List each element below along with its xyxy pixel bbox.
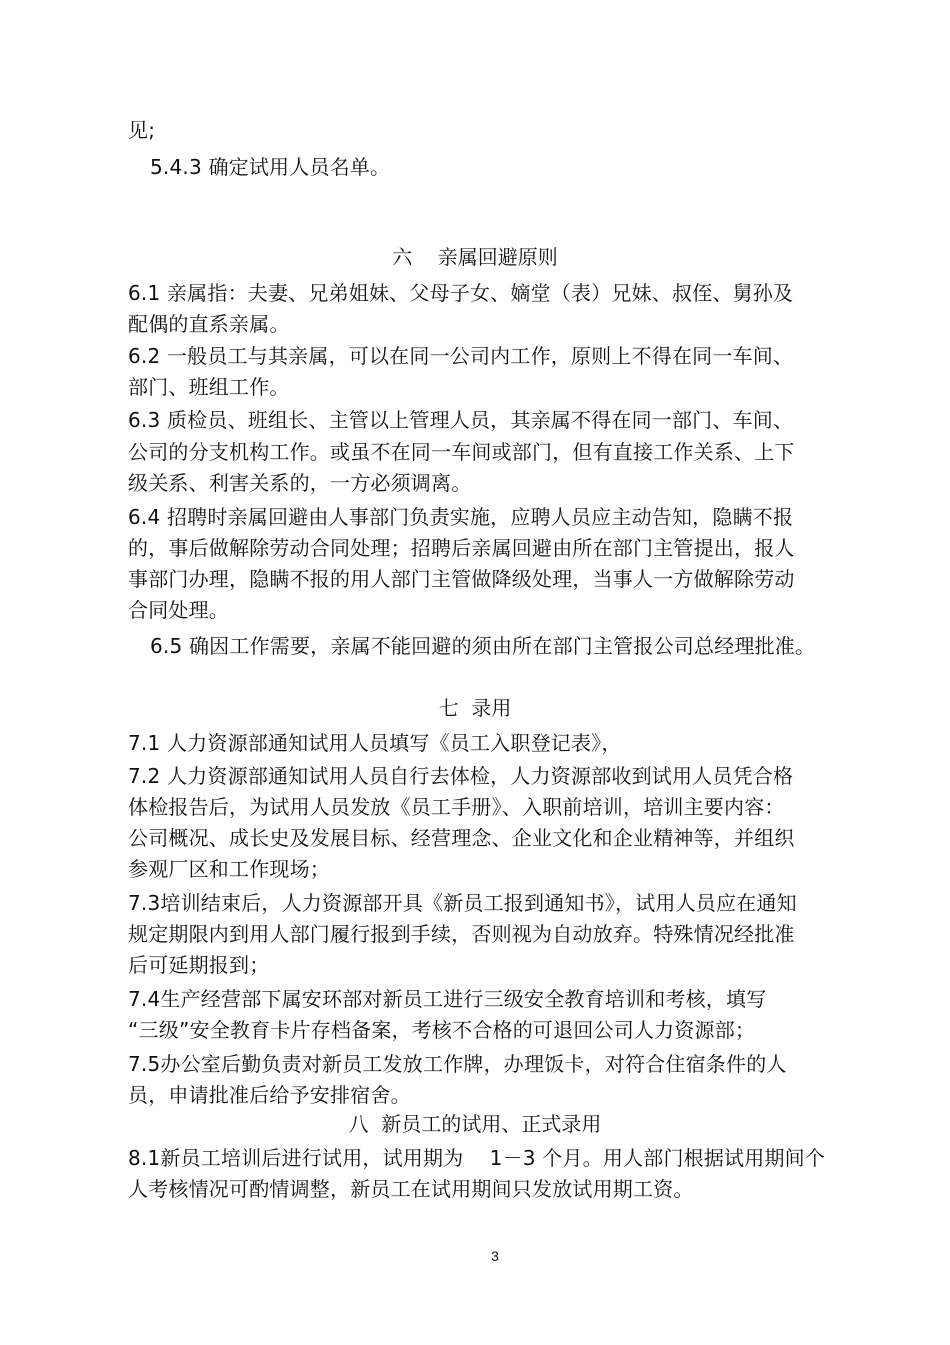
section-heading-6: 六 亲属回避原则 (392, 245, 558, 269)
text-line: 配偶的直系亲属。 (128, 312, 290, 336)
text-line: 的，事后做解除劳动合同处理；招聘后亲属回避由所在部门主管提出，报人 (128, 536, 795, 560)
text-line: 参观厂区和工作现场； (128, 857, 330, 881)
clause-7-4: 7.4生产经营部下属安环部对新员工进行三级安全教育培训和考核，填写 (128, 987, 767, 1011)
text-line: 部门、班组工作。 (128, 375, 290, 399)
clause-6-5: 6.5 确因工作需要，亲属不能回避的须由所在部门主管报公司总经理批准。 (150, 634, 816, 658)
text-line: “三级”安全教育卡片存档备案，考核不合格的可退回公司人力资源部； (128, 1018, 756, 1042)
clause-5-4-3: 5.4.3 确定试用人员名单。 (150, 155, 391, 179)
text-line: 后可延期报到； (128, 953, 270, 977)
text-line: 公司的分支机构工作。或虽不在同一车间或部门，但有直接工作关系、上下 (128, 440, 795, 464)
text-line: 事部门办理，隐瞒不报的用人部门主管做降级处理，当事人一方做解除劳动 (128, 567, 795, 591)
section-heading-7: 七 录用 (438, 696, 512, 720)
text-line: 体检报告后，为试用人员发放《员工手册》、入职前培训，培训主要内容： (128, 795, 785, 819)
clause-6-4: 6.4 招聘时亲属回避由人事部门负责实施，应聘人员应主动告知，隐瞒不报 (128, 505, 794, 529)
text-line: 见; (128, 118, 156, 142)
text-line: 人考核情况可酌情调整，新员工在试用期间只发放试用期工资。 (128, 1177, 694, 1201)
clause-6-3: 6.3 质检员、班组长、主管以上管理人员，其亲属不得在同一部门、车间、 (128, 408, 794, 432)
clause-8-1: 8.1新员工培训后进行试用，试用期为 1－3 个月。用人部门根据试用期间个 (128, 1146, 826, 1170)
section-heading-8: 八 新员工的试用、正式录用 (348, 1112, 602, 1136)
text-line: 合同处理。 (128, 598, 229, 622)
text-line: 员，申请批准后给予安排宿舍。 (128, 1083, 411, 1107)
text-line: 规定期限内到用人部门履行报到手续，否则视为自动放弃。特殊情况经批准 (128, 922, 795, 946)
clause-7-1: 7.1 人力资源部通知试用人员填写《员工入职登记表》， (128, 731, 622, 755)
clause-6-1: 6.1 亲属指：夫妻、兄弟姐妹、父母子女、嫡堂（表）兄妹、叔侄、舅孙及 (128, 281, 794, 305)
text-line: 公司概况、成长史及发展目标、经营理念、企业文化和企业精神等，并组织 (128, 826, 795, 850)
clause-6-2: 6.2 一般员工与其亲属，可以在同一公司内工作，原则上不得在同一车间、 (128, 344, 794, 368)
clause-7-2: 7.2 人力资源部通知试用人员自行去体检，人力资源部收到试用人员凭合格 (128, 764, 794, 788)
clause-7-5: 7.5办公室后勤负责对新员工发放工作牌，办理饭卡，对符合住宿条件的人 (128, 1052, 787, 1076)
clause-7-3: 7.3培训结束后，人力资源部开具《新员工报到通知书》，试用人员应在通知 (128, 891, 797, 915)
page-number: 3 (491, 1248, 499, 1264)
text-line: 级关系、利害关系的，一方必须调离。 (128, 471, 472, 495)
